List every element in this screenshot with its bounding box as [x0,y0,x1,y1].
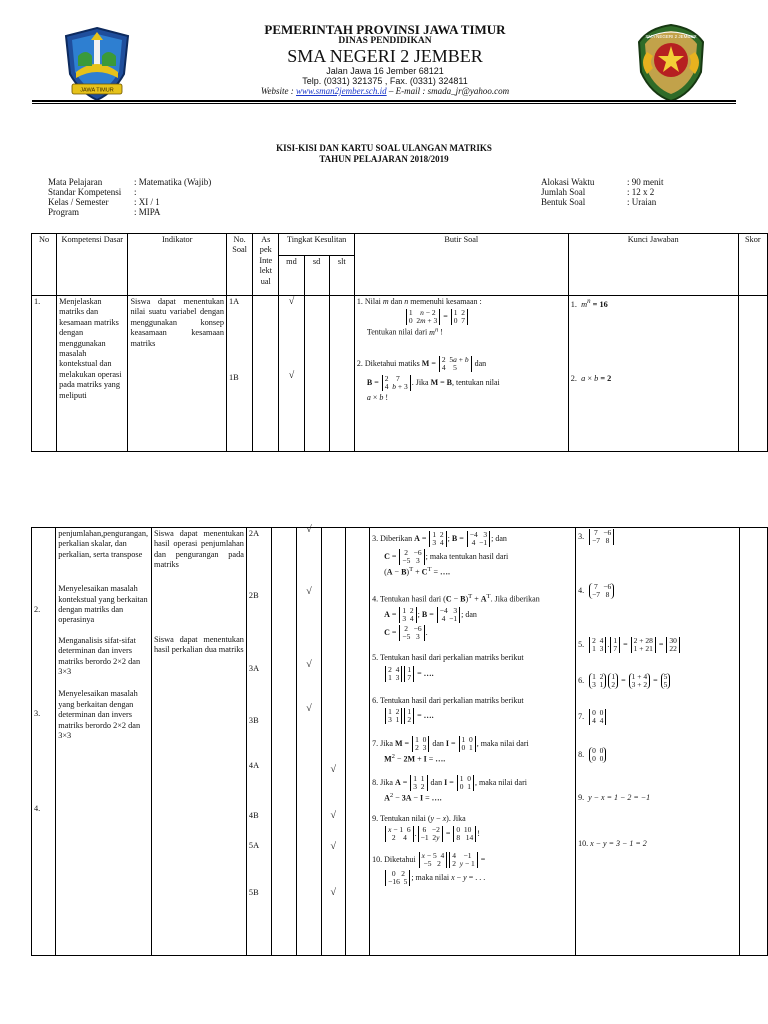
soal-number: 2A [248,529,260,538]
check-mark: √ [330,887,336,899]
row-aspek [253,296,279,452]
row-md [279,296,304,452]
soal-number: 5B [248,887,259,897]
letterhead-school: SMA NEGERI 2 JEMBER [287,46,483,66]
soal-number: 3B [248,716,259,726]
q4-text: . Jika diberikan [490,594,540,604]
meta-right [541,177,664,207]
meta-label: Mata Pelajaran [48,177,103,187]
soal-number: 5A [248,841,260,851]
row-no: 1. [32,296,57,452]
q7-text: , maka nilai dari [476,738,529,748]
kd-text: Menyelesaikan masalah yang berkaitan dengan determinan dan invers matriks berordo 2×2 dan 3×3 [58,689,141,741]
soal-number: 2B [248,591,259,601]
row-kunci: 1. $m^n = 16$ 2. a × b = 2 [568,296,738,452]
q8-text: 8. Jika [372,777,393,787]
website-link[interactable]: www.sman2jember.sch.id [296,86,387,96]
row-skor [738,296,767,452]
row-kompetensi: Menjelaskan matriks dan kesamaan matriks dengan menggunakan masalah kontekstual dan melakukan operasi pada matriks yang meliputi [57,296,128,452]
meta-value: : 90 menit [627,177,664,187]
row-indikator [152,528,247,956]
grid-table-page-1 [31,233,768,452]
answer-value: x − y = 3 − 1 = 2 [590,839,647,849]
check-mark: √ [306,586,312,598]
row-kompetensi [56,528,152,956]
meta-left [48,177,211,217]
school-crest [633,22,709,104]
header-no: No [32,234,57,296]
row-no [32,528,56,956]
q2-text: dan [474,359,487,369]
kd-text: Menyelesaikan masalah kontekstual yang berkaitan dengan matriks dan operasinya [58,584,148,625]
meta-value: : Matematika (Wajib) [134,177,212,187]
meta-label: Program [48,207,79,217]
header-skor: Skor [738,234,767,296]
email-text: – E-mail : smada_jr@yahoo.com [388,86,510,96]
meta-label: Jumlah Soal [541,187,586,197]
row-skor [739,528,767,956]
answer-number: 10. [578,839,589,849]
row-sd [321,528,345,956]
q8-text: , maka nilai dari [474,777,527,787]
meta-value: : MIPA [134,207,161,217]
soal-number: 3A [248,663,260,673]
emblem-banner-text: JAWA TIMUR [80,87,114,94]
meta-value: : XI / 1 [134,197,160,207]
check-mark: √ [306,524,312,535]
answer-number: 2. [570,374,577,384]
header-aspek: As pek Inte lekt ual [253,234,279,296]
kd-text: Menganalisis sifat-sifat determinan dan invers matriks berordo 2×2 dan 3×3 [58,635,141,677]
q10-text: ; maka nilai [411,873,450,883]
q6-text: 6. Tentukan hasil dari perkalian matriks berikut [372,695,524,705]
header-kunci: Kunci Jawaban [568,234,738,296]
letterhead-province: PEMERINTAH PROVINSI JAWA TIMUR [264,22,506,37]
q9-text: 9. Tentukan nilai [372,814,426,824]
meta-label: Alokasi Waktu [541,177,595,187]
header-sd: sd [304,256,329,296]
answer-value: y − x = 1 − 2 = −1 [588,793,651,802]
header-slt: slt [329,256,354,296]
check-mark: √ [330,810,336,822]
soal-number: 4B [248,811,259,821]
letterhead-rule-thick [32,100,736,102]
meta-value: : Uraian [627,197,657,207]
q7-text: 7. Jika [372,738,393,748]
q3-text: 3. Diberikan [372,533,413,543]
check-mark: √ [306,658,312,670]
header-butir: Butir Soal [354,234,568,296]
header-indikator: Indikator [128,234,227,296]
kd-number: 2. [34,605,41,614]
letterhead-rule-thin [32,103,736,104]
soal-number: 1B [228,373,239,383]
website-label: Website : [260,86,294,96]
row-aspek [272,528,297,956]
check-mark: √ [330,840,336,852]
row-slt [345,528,369,956]
q4-text: 4. Tentukan hasil dari [372,594,442,604]
kd-number: 3. [34,709,41,719]
indicator-text: Siswa dapat menentukan hasil perkalian dua matriks [154,634,244,655]
letterhead-contacts [170,86,600,96]
q9-text: . Jika [448,814,466,824]
letterhead-address: Jalan Jawa 16 Jember 68121 [326,66,444,76]
letterhead-phone: Telp. (0331) 321375 , Fax. (0331) 324811 [302,76,468,86]
q1-equation: 1 n − 2 0 2m + 3 = 1 2 0 7 [357,309,566,325]
kd-text: penjumlahan,pengurangan, perkalian skalar, dan perkalian, serta transpose [58,529,149,559]
row-soal [226,296,252,452]
meta-label: Kelas / Semester [48,197,109,207]
q5-text: 5. Tentukan hasil dari perkalian matriks berikut [372,653,524,663]
soal-number: 1A [228,297,240,306]
header-no-soal: No. Soal [226,234,252,296]
letterhead-department: DINAS PENDIDIKAN [338,36,432,46]
kd-number: 4. [34,803,41,813]
row-sd [304,296,329,452]
row-butir: 3. Diberikan A = 1 2 3 4 ; B = −4 3 4 −1 ; dan C = 2 −6 −5 3 ; maka tentukan hasil dari $(A - B)^T + C^T$ = …. 4. Tentukan hasil dari $(C - B)^T + A^T$. Jika diberikan A = 1 2 3 4 ; B = −4 3 4 −1 ; dan C = 2 −6 −5 3 . 5. Tentukan hasil dari perkalian matriks berikut 2 4 1 31 7 = …. 6. Tentukan hasil dari perkalian matriks berikut 1 2 3 11 2 = …. 7. Jika M = 1 0 2 3 dan I = 1 0 0 1 , maka nilai dari $M^2 - 2M + I$ = …. 8. Jika A = 1 1 3 2 dan I = 1 0 0 1 , maka nilai dari $A^2 - 3A - I$ = …. 9. Tentukan nilai (y − x). Jika x − 1 6 2 4 . 6 −2 −1 2y = 0 10 8 14 ! 10. Diketahui x − 5 4 −5 24 −1 2 y − 1 = 0 2 −16 5 ; maka nilai x − y = . . . [370,528,576,956]
row-indikator: Siswa dapat menentukan nilai suatu variabel dengan menggunakan konsep keasamaan kesamaan matriks [128,296,227,452]
check-mark: √ [288,296,295,307]
crest-arc-text: SMA NEGERI 2 JEMBER [645,34,697,39]
q1-text: Tentukan nilai dari [366,328,428,338]
check-mark: √ [288,370,295,382]
doc-title: KISI-KISI DAN KARTU SOAL ULANGAN MATRIKS [276,143,492,153]
table-row [32,296,768,452]
q2-text: 2. Diketahui matiks [356,359,420,369]
check-mark: √ [306,703,312,715]
doc-year: TAHUN PELAJARAN 2018/2019 [319,154,449,164]
row-soal [246,528,271,956]
answer-value: = 16 [592,299,608,309]
answer-number: 1. [570,299,577,309]
row-md [297,524,321,956]
q1-text: dan [390,297,403,306]
meta-label: Bentuk Soal [541,197,586,207]
q1-text: memenuhi kesamaan : [410,297,482,306]
q3-text: ; maka tentukan hasil dari [425,551,509,561]
east-java-emblem [62,26,132,102]
header-tingkat: Tingkat Kesulitan [279,234,354,256]
check-mark: √ [330,764,336,775]
q10-text: 10. Diketahui [372,855,416,865]
answer-number: 9. [578,793,585,802]
row-slt [329,296,354,452]
q1-text: 1. Nilai [356,297,381,306]
soal-number: 4A [248,760,260,770]
answer-value: = 2 [600,374,612,384]
q2-text: , tentukan nilai [452,378,500,388]
q2-text: . Jika [411,378,429,388]
grid-table-page-2 [31,524,768,956]
indicator-text: Siswa dapat menentukan hasil operasi penjumlahan dan pengurangan pada matriks [154,529,244,570]
row-butir: 1. Nilai m dan n memenuhi kesamaan : 1 n − 2 0 2m + 3 = 1 2 0 7 Tentukan nilai dari $m^n$ ! 2. Diketahui matiks M = 2 5a + b 4 5 dan B = 2 7 4 b + 3 . Jika M = B, tentukan nilai a × b ! [354,296,568,452]
meta-label: Standar Kompetensi [48,187,122,197]
table-row [32,528,768,956]
row-kunci: 3. 7 −6 −7 8 4. 7 −6 −7 8 5. 2 4 1 3 . 1 7 = 2 + 28 1 + 21 = 30 22 6. 1 2 3 11 2 = 1 + 4 3 + 2 = 5 5 7. 0 0 4 4 8. 0 0 0 0 9. y − x = 1 − 2 = −1 10. x − y = 3 − 1 = 2 [576,528,740,956]
header-kompetensi: Kompetensi Dasar [57,234,128,296]
meta-value: : 12 x 2 [627,187,655,197]
header-md: md [279,256,304,296]
meta-value: : [134,187,137,197]
